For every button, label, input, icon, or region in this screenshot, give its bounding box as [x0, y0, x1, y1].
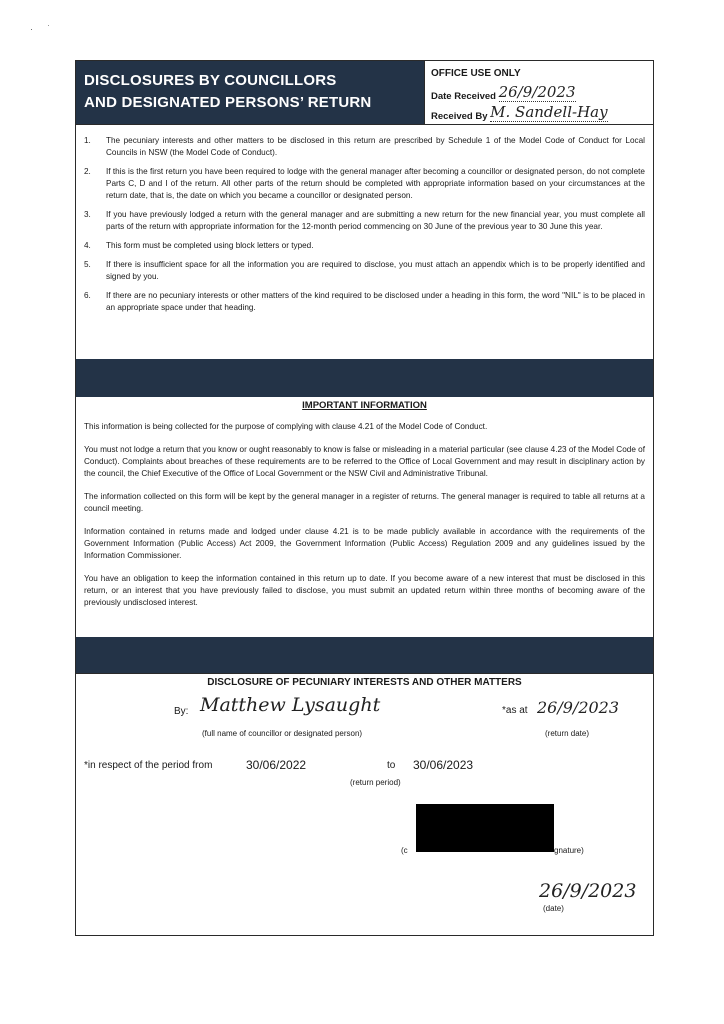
signature-caption-left: (c	[401, 846, 408, 855]
received-by-row	[431, 105, 653, 125]
section-divider-band	[76, 637, 653, 673]
form-title-line-1: DISCLOSURES BY COUNCILLORS	[84, 72, 337, 89]
received-by-label: Received By	[431, 111, 488, 122]
signature-caption-right: gnature)	[554, 846, 584, 855]
instruction-item: 6. If there are no pecuniary interests or other matters of the kind required to be disclosed under a heading in this form, the word "NIL" is to be placed in an appropriate space under that heading.	[84, 291, 645, 312]
disclosure-section	[76, 673, 653, 936]
important-paragraph: You must not lodge a return that you know or ought reasonably to know is false or misleading in a material particular (see clause 4.23 of the Model Code of Conduct). Complaints about breaches of these requirements are to be referred to the Office of Local Government and may result in disciplinary action by the council, the Chief Executive of the Office of Local Government or the NSW Civil and Administrative Tribunal.	[84, 445, 645, 478]
form-header	[76, 61, 653, 124]
important-paragraph: Information contained in returns made and lodged under clause 4.21 is to be made publicly available in accordance with the requirements of the Government Information (Public Access) Act 2009, the Government Information (Public Access) Regulation 2009 and any guidelines issued by the Information Commissioner.	[84, 527, 645, 560]
period-caption: (return period)	[350, 778, 401, 787]
form-title-line-2: AND DESIGNATED PERSONS’ RETURN	[84, 94, 372, 111]
instruction-item: 1. The pecuniary interests and other matters to be disclosed in this return are prescribed by Schedule 1 of the Model Code of Conduct for Local Councils in NSW (the Model Code of Conduct).	[84, 136, 645, 157]
period-to-value: 30/06/2023	[413, 758, 474, 772]
date-received-label: Date Received	[431, 91, 496, 102]
title-block	[76, 61, 424, 124]
important-paragraph: The information collected on this form will be kept by the general manager in a register of returns. The general manager is required to table all returns at a council meeting.	[84, 492, 645, 513]
important-paragraph: You have an obligation to keep the information contained in this return up to date. If you become aware of a new interest that must be disclosed in this return, or an interest that you have previously failed to disclose, you must submit an updated return within three months of becoming aware of the previously undisclosed interest.	[84, 574, 645, 607]
disclosure-heading: DISCLOSURE OF PECUNIARY INTERESTS AND OTHER MATTERS	[207, 677, 522, 688]
period-from-value: 30/06/2022	[246, 758, 307, 772]
received-by-value: M. Sandell-Hay	[490, 103, 608, 121]
instruction-item: 2. If this is the first return you have been required to lodge with the general manager after becoming a councillor or designated person, do not complete Parts C, D and I of the return. All other parts of the return should be completed with appropriate information based on your circumstances at the return date, that is, the date on which you became a councillor or designated person.	[84, 167, 645, 200]
important-information-heading: IMPORTANT INFORMATION	[302, 400, 427, 411]
office-use-heading: OFFICE USE ONLY	[431, 68, 521, 79]
scan-specks: · ˙	[30, 24, 57, 34]
return-date-value: 26/9/2023	[537, 698, 620, 717]
councillor-name-value: Matthew Lysaught	[200, 694, 381, 716]
period-to-label: to	[387, 760, 396, 771]
important-paragraph: This information is being collected for the purpose of complying with clause 4.21 of the Model Code of Conduct.	[84, 422, 488, 431]
redacted-signature-box	[416, 804, 554, 852]
return-date-caption: (return date)	[545, 729, 590, 738]
instruction-item: 4. This form must be completed using block letters or typed.	[84, 241, 314, 250]
period-label: *in respect of the period from	[84, 760, 213, 771]
instructions-section	[76, 124, 653, 359]
signed-date-value: 26/9/2023	[539, 880, 637, 902]
section-divider-band	[76, 359, 653, 397]
important-information-section	[76, 397, 653, 637]
instruction-item: 3. If you have previously lodged a return with the general manager and are submitting a new return for the new financial year, you must complete all parts of the return with appropriate information for the 12-month period commencing on 30 June of the previous year to 30 June this year.	[84, 210, 645, 231]
instruction-item: 5. If there is insufficient space for all the information you are required to disclose, you must attach an appendix which is to be properly identified and signed by you.	[84, 260, 645, 281]
date-caption: (date)	[543, 904, 564, 913]
instructions-list	[84, 135, 645, 314]
date-received-value: 26/9/2023	[498, 83, 576, 101]
name-caption: (full name of councillor or designated person)	[202, 729, 363, 738]
by-label: By:	[174, 706, 189, 717]
office-use-block	[424, 61, 653, 124]
date-received-row	[431, 85, 653, 105]
as-at-label: *as at	[502, 705, 528, 716]
return-form	[75, 60, 654, 936]
